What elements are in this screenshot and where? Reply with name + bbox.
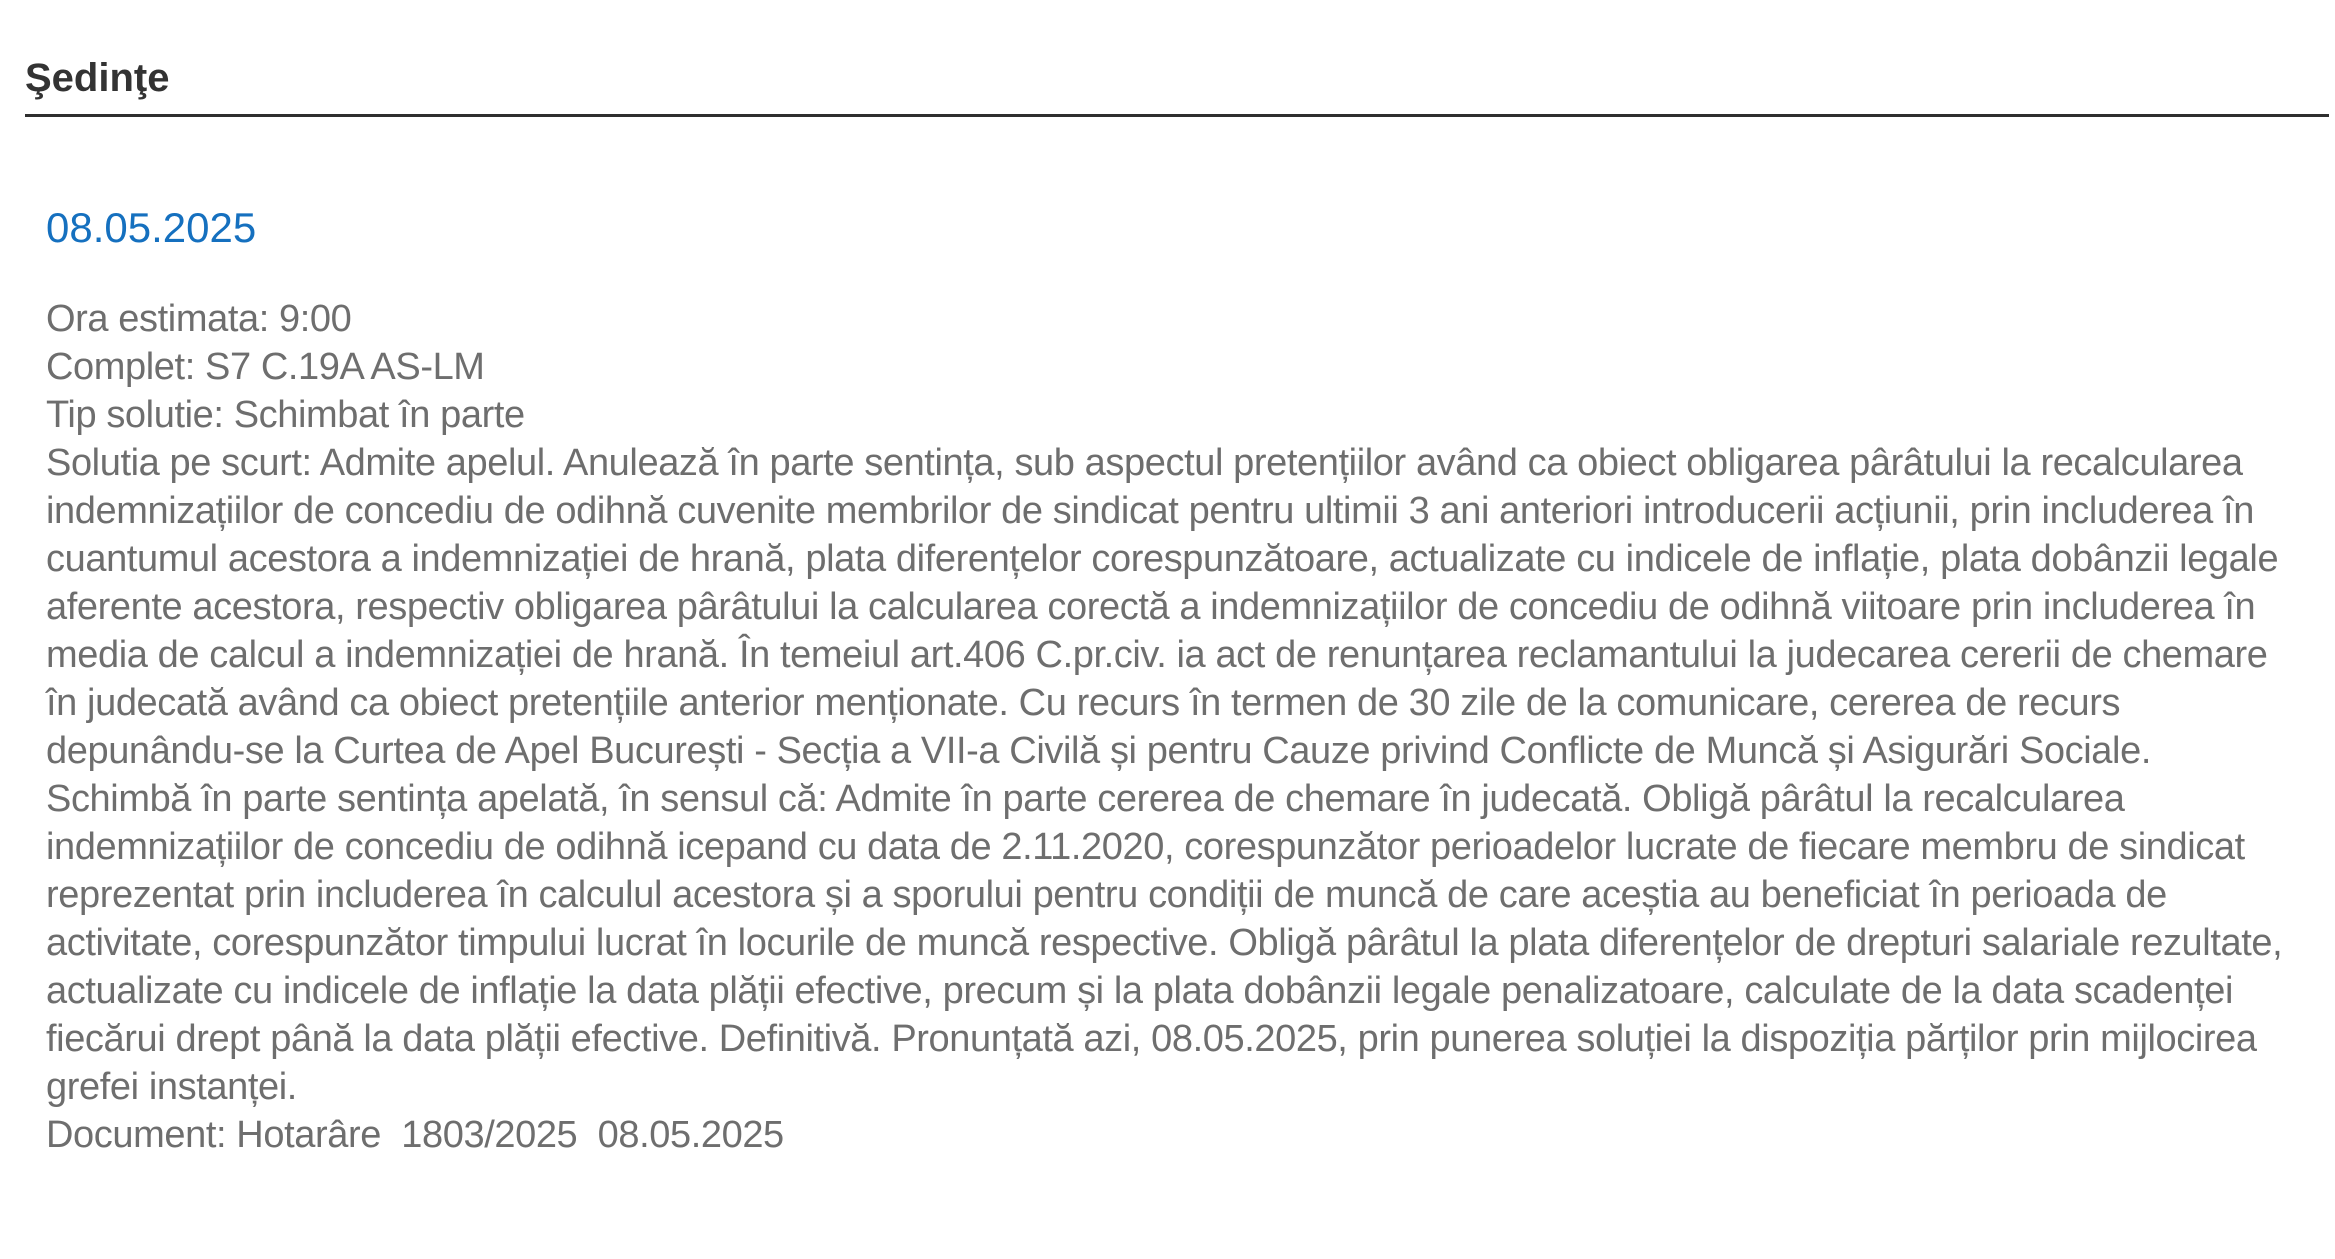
page-title: Şedinţe bbox=[25, 56, 170, 100]
session-complet: Complet: S7 C.19A AS-LM bbox=[46, 346, 485, 388]
session-date-link[interactable]: 08.05.2025 bbox=[46, 204, 257, 251]
session-tip-solutie: Tip solutie: Schimbat în parte bbox=[46, 394, 525, 436]
session-solutia-pe-scurt: Solutia pe scurt: Admite apelul. Anulează în parte sentința, sub aspectul pretențiilor având ca obiect obligarea pârâtului la recalcularea indemnizațiilor de concediu de odihnă cuvenite membrilor de sindicat pentru ultimii 3 ani anteriori introducerii acțiunii, prin includerea în cuantumul acestora a indemnizației de hrană, plata diferențelor corespunzătoare, actualizate cu indicele de inflație, plata dobânzii legale aferente acestora, respectiv obligarea pârâtului la calcularea corectă a indemnizațiilor de concediu de odihnă viitoare prin includerea în media de calcul a indemnizației de hrană. În temeiul art.406 C.pr.civ. ia act de renunțarea reclamantului la judecarea cererii de chemare în judecată având ca obiect pretențiile anterior menționate. Cu recurs în termen de 30 zile de la comunicare, cererea de recurs depunându-se la Curtea de Apel București - Secția a VII-a Civilă și pentru Cauze privind Conflicte de Muncă și Asigurări Sociale. Schimbă în parte sentința apelată, în sensul că: Admite în parte cererea de chemare în judecată. Obligă pârâtul la recalcularea indemnizațiilor de concediu de odihnă icepand cu data de 2.11.2020, corespunzător perioadelor lucrate de fiecare membru de sindicat reprezentat prin includerea în calculul acestora și a sporului pentru condiții de muncă de care aceștia au beneficiat în perioada de activitate, corespunzător timpului lucrat în locurile de muncă respective. Obligă pârâtul la plata diferențelor de drepturi salariale rezultate, actualizate cu indicele de inflație la data plății efective, precum și la plata dobânzii legale penalizatoare, calculate de la data scadenței fiecărui drept până la data plății efective. Definitivă. Pronunțată azi, 08.05.2025, prin punerea soluției la dispoziția părților prin mijlocirea grefei instanței. bbox=[46, 442, 2293, 1108]
sedinte-header bbox=[25, 0, 2329, 117]
session-details bbox=[46, 295, 2305, 1159]
session-ora-estimata: Ora estimata: 9:00 bbox=[46, 298, 352, 340]
session-entry bbox=[46, 117, 2305, 1159]
session-document: Document: Hotarâre 1803/2025 08.05.2025 bbox=[46, 1114, 784, 1156]
